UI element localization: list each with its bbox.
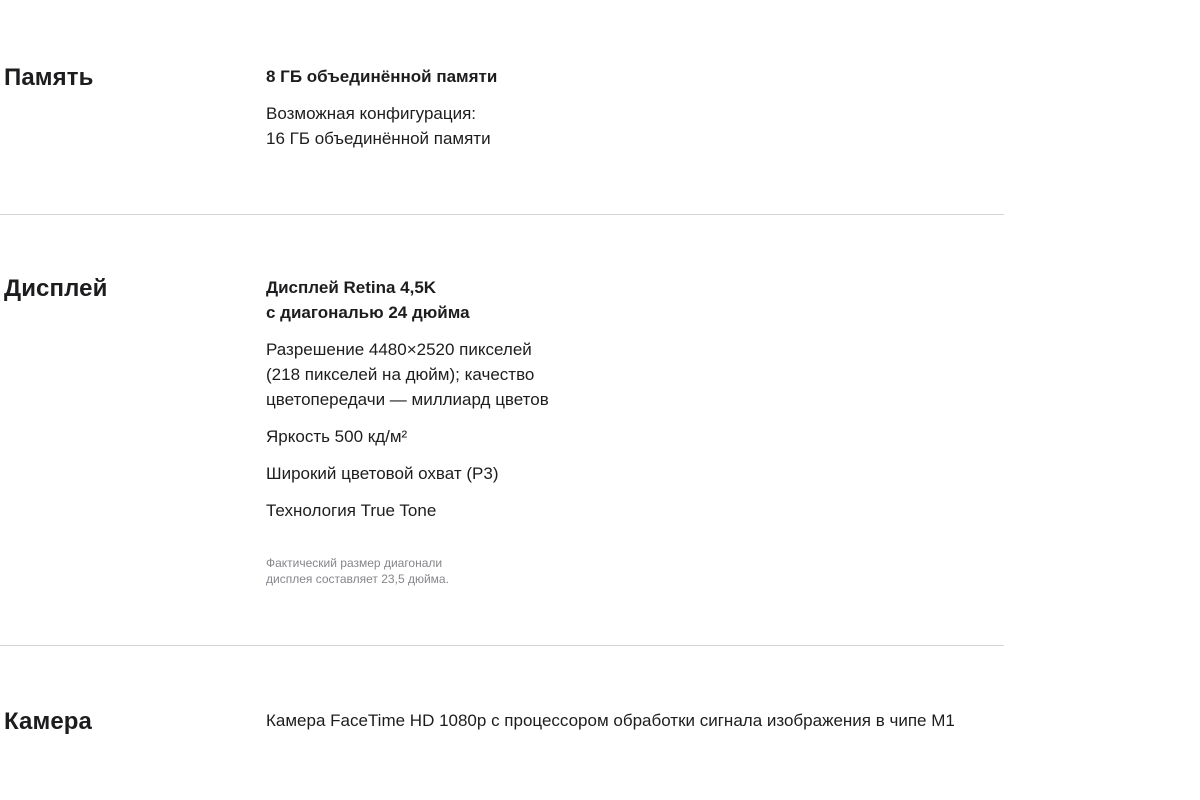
memory-size-value: 8 ГБ объединённой памяти xyxy=(266,67,498,86)
section-memory xyxy=(4,0,1004,214)
display-diagonal-footnote: Фактический размер диагонали дисплея составляет 23,5 дюйма. xyxy=(266,556,449,586)
display-true-tone: Технология True Tone xyxy=(266,501,437,520)
display-heading-line1: Дисплей Retina 4,5K xyxy=(266,278,437,297)
section-display xyxy=(4,215,1004,645)
memory-config-value: 16 ГБ объединённой памяти xyxy=(266,129,491,148)
display-brightness: Яркость 500 кд/м² xyxy=(266,427,408,446)
memory-section-content xyxy=(266,64,1004,151)
display-section-content xyxy=(266,275,1004,587)
camera-description: Камера FaceTime HD 1080p с процессором обработки сигнала изображения в чипе M1 xyxy=(266,711,955,730)
display-heading xyxy=(266,275,566,325)
display-resolution: Разрешение 4480×2520 пикселей (218 пикселей на дюйм); качество цветопередачи — миллиард цветов xyxy=(266,340,549,409)
section-camera xyxy=(4,646,1004,736)
camera-section-title: Камера xyxy=(4,708,92,735)
memory-section-title: Память xyxy=(4,64,94,91)
display-section-title: Дисплей xyxy=(4,275,108,302)
memory-config-paragraph xyxy=(266,101,566,151)
display-color-gamut: Широкий цветовой охват (P3) xyxy=(266,464,499,483)
camera-section-content xyxy=(266,708,1004,736)
display-heading-line2: с диагональю 24 дюйма xyxy=(266,303,470,322)
memory-config-label: Возможная конфигурация: xyxy=(266,104,477,123)
